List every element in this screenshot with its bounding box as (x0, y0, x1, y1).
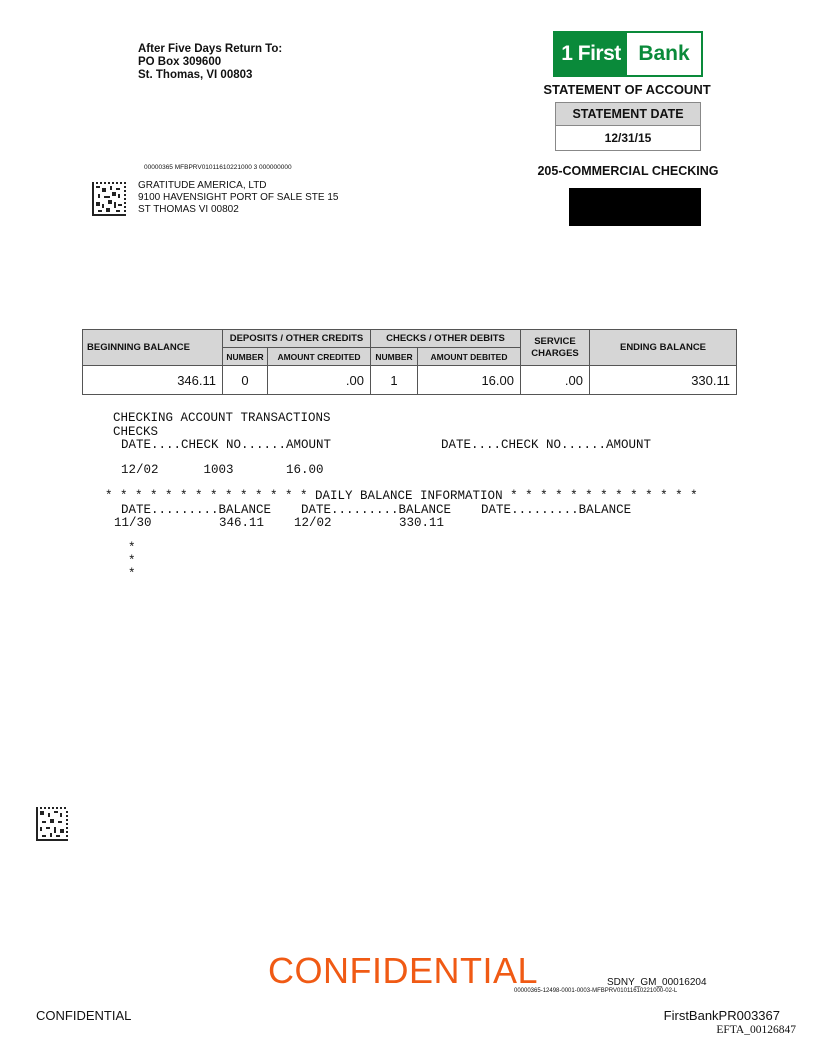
value-chk-number: 1 (371, 366, 418, 395)
barcode-2d-icon (92, 182, 126, 216)
daily-balance-banner: * * * * * * * * * * * * * * DAILY BALANCE INFORMATION * * * * * * * * * * * * * (105, 489, 698, 503)
header-amount-debited: AMOUNT DEBITED (418, 348, 521, 366)
value-ending-balance: 330.11 (590, 366, 737, 395)
return-line-2: PO Box 309600 (138, 56, 222, 68)
return-line-3: St. Thomas, VI 00803 (138, 69, 253, 81)
redaction-block (569, 188, 701, 226)
customer-name: GRATITUDE AMERICA, LTD (138, 180, 267, 191)
value-service-charges: .00 (521, 366, 590, 395)
transactions-title: CHECKING ACCOUNT TRANSACTIONS (113, 411, 331, 425)
mailing-address (138, 180, 338, 216)
header-checks: CHECKS / OTHER DEBITS (371, 330, 521, 348)
document-code: 00000365-12498-0001-0003-MFBPRV01011610221000-02-L (514, 988, 678, 994)
efta-number: EFTA_00126847 (716, 1024, 796, 1036)
firstbank-logo (553, 31, 703, 77)
account-type: 205-COMMERCIAL CHECKING (537, 164, 719, 178)
checks-title: CHECKS (113, 425, 159, 439)
statement-date-value: 12/31/15 (604, 131, 652, 145)
return-line-1: After Five Days Return To: (138, 43, 283, 55)
check-row: 12/02 1003 16.00 (121, 463, 324, 477)
end-star-1: * (128, 541, 136, 555)
sdny-bates: SDNY_GM_00016204 (607, 977, 707, 988)
confidential-watermark: CONFIDENTIAL (268, 950, 539, 991)
header-ending-balance: ENDING BALANCE (590, 330, 737, 366)
value-amount-debited: 16.00 (418, 366, 521, 395)
customer-city: ST THOMAS VI 00802 (138, 204, 239, 215)
barcode-2d-icon-lower (36, 807, 68, 841)
checks-header-right: DATE....CHECK NO......AMOUNT (441, 438, 652, 452)
header-amount-credited: AMOUNT CREDITED (268, 348, 371, 366)
header-beginning-balance: BEGINNING BALANCE (83, 330, 223, 366)
header-service-charges (521, 330, 590, 366)
daily-balance-row: 11/30 346.11 12/02 330.11 (114, 516, 445, 530)
statement-date-label: STATEMENT DATE (556, 103, 700, 126)
header-service-charges-label: SERVICE CHARGES (531, 335, 579, 359)
confidential-label: CONFIDENTIAL (36, 1008, 132, 1023)
logo-first: 1 First (555, 33, 627, 75)
end-star-2: * (128, 554, 136, 568)
value-amount-credited: .00 (268, 366, 371, 395)
return-address (138, 43, 282, 82)
value-beginning-balance: 346.11 (83, 366, 223, 395)
header-deposits: DEPOSITS / OTHER CREDITS (223, 330, 371, 348)
value-dep-number: 0 (223, 366, 268, 395)
logo-bank: Bank (627, 33, 701, 75)
mailing-code: 00000365 MFBPRV01011610221000 3 000000000 (144, 164, 292, 171)
statement-date-box (555, 102, 701, 151)
statement-title: STATEMENT OF ACCOUNT (543, 82, 711, 97)
daily-balance-header: DATE.........BALANCE DATE.........BALANCE DATE.........BALANCE (121, 503, 632, 517)
end-star-3: * (128, 567, 136, 581)
account-summary-table (82, 329, 737, 395)
header-chk-number: NUMBER (371, 348, 418, 366)
customer-street: 9100 HAVENSIGHT PORT OF SALE STE 15 (138, 192, 339, 203)
firstbank-bates: FirstBankPR003367 (663, 1008, 780, 1023)
header-dep-number: NUMBER (223, 348, 268, 366)
checks-header-left: DATE....CHECK NO......AMOUNT (121, 438, 332, 452)
